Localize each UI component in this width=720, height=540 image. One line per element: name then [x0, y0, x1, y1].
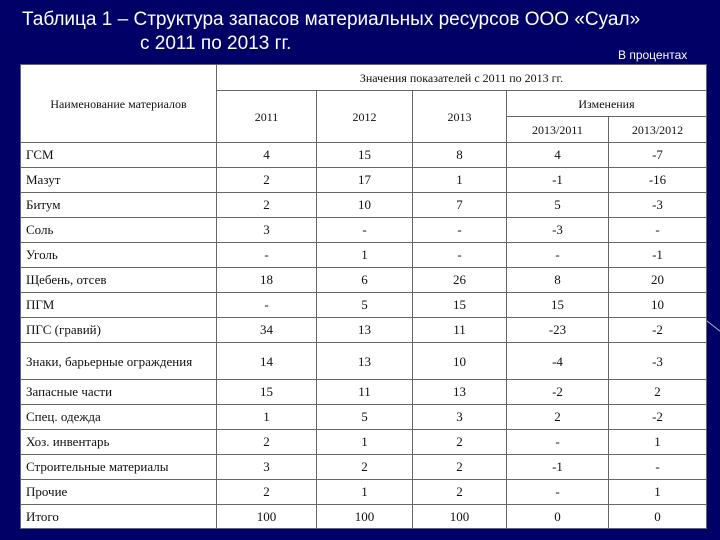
cell-2013: 3 [413, 405, 507, 430]
title-line-2: с 2011 по 2013 гг. [140, 33, 292, 54]
header-change-2013-2011: 2013/2011 [507, 117, 609, 143]
cell-2013: 2 [413, 455, 507, 480]
cell-2012: 5 [317, 293, 413, 318]
cell-change-2013-2011: 15 [507, 293, 609, 318]
table-row [21, 480, 707, 505]
cell-change-2013-2011: -2 [507, 380, 609, 405]
cell-2012: 10 [317, 193, 413, 218]
cell-change-2013-2011: -1 [507, 455, 609, 480]
cell-change-2013-2012: 2 [609, 380, 707, 405]
cell-2011: 2 [217, 193, 317, 218]
cell-2013: 2 [413, 480, 507, 505]
cell-2013: 13 [413, 380, 507, 405]
title-line-1: Таблица 1 – Структура запасов материальных ресурсов ООО «Суал» [22, 9, 641, 30]
cell-change-2013-2011: 5 [507, 193, 609, 218]
cell-2011: 3 [217, 218, 317, 243]
cell-change-2013-2012: -3 [609, 343, 707, 380]
row-name: Итого [21, 505, 217, 529]
cell-2012: 15 [317, 143, 413, 168]
table-row [21, 268, 707, 293]
cell-2012: 100 [317, 505, 413, 529]
row-name: Спец. одежда [21, 405, 217, 430]
cell-change-2013-2012: -2 [609, 318, 707, 343]
table-row [21, 193, 707, 218]
cell-2011: 14 [217, 343, 317, 380]
cell-2013: 26 [413, 268, 507, 293]
row-name: ГСМ [21, 143, 217, 168]
cell-2012: 1 [317, 480, 413, 505]
table-row [21, 293, 707, 318]
cell-change-2013-2012: -16 [609, 168, 707, 193]
cell-2012: 13 [317, 318, 413, 343]
cell-change-2013-2012: 20 [609, 268, 707, 293]
cell-change-2013-2012: 1 [609, 430, 707, 455]
cell-change-2013-2011: 2 [507, 405, 609, 430]
cell-2011: 18 [217, 268, 317, 293]
row-name: Прочие [21, 480, 217, 505]
cell-2011: - [217, 293, 317, 318]
row-name: ПГМ [21, 293, 217, 318]
row-name: Знаки, барьерные ограждения [21, 343, 217, 380]
row-name: Соль [21, 218, 217, 243]
cell-2011: 2 [217, 430, 317, 455]
cell-2012: 2 [317, 455, 413, 480]
header-year-2011: 2011 [217, 91, 317, 143]
cell-2011: 1 [217, 405, 317, 430]
cell-change-2013-2011: -23 [507, 318, 609, 343]
cell-2012: 1 [317, 430, 413, 455]
cell-2013: 8 [413, 143, 507, 168]
cell-change-2013-2011: -1 [507, 168, 609, 193]
cell-2013: 1 [413, 168, 507, 193]
cell-2012: 1 [317, 243, 413, 268]
cell-2013: 7 [413, 193, 507, 218]
cell-change-2013-2011: 4 [507, 143, 609, 168]
cell-2011: 2 [217, 480, 317, 505]
cell-2011: 100 [217, 505, 317, 529]
row-name: Битум [21, 193, 217, 218]
materials-table [20, 64, 707, 529]
cell-2011: 2 [217, 168, 317, 193]
header-change-2013-2012: 2013/2012 [609, 117, 707, 143]
table-row [21, 143, 707, 168]
cell-2012: 17 [317, 168, 413, 193]
header-changes-group: Изменения [507, 91, 707, 117]
row-name: Запасные части [21, 380, 217, 405]
cell-2011: 34 [217, 318, 317, 343]
cell-change-2013-2012: -7 [609, 143, 707, 168]
slide-title [22, 8, 712, 56]
cell-2012: 11 [317, 380, 413, 405]
cell-2012: 13 [317, 343, 413, 380]
cell-2012: 5 [317, 405, 413, 430]
table-row [21, 243, 707, 268]
cell-change-2013-2012: 1 [609, 480, 707, 505]
cell-2011: 15 [217, 380, 317, 405]
row-name: Уголь [21, 243, 217, 268]
cell-2013: 100 [413, 505, 507, 529]
cell-change-2013-2011: - [507, 430, 609, 455]
table-row-total [21, 505, 707, 529]
header-values-group: Значения показателей с 2011 по 2013 гг. [217, 65, 707, 91]
cell-change-2013-2012: 0 [609, 505, 707, 529]
cell-2012: 6 [317, 268, 413, 293]
cell-2013: 15 [413, 293, 507, 318]
row-name: ПГС (гравий) [21, 318, 217, 343]
cell-change-2013-2011: - [507, 480, 609, 505]
cell-2013: 2 [413, 430, 507, 455]
cell-change-2013-2012: - [609, 218, 707, 243]
header-year-2013: 2013 [413, 91, 507, 143]
cell-change-2013-2012: 10 [609, 293, 707, 318]
cell-2011: 3 [217, 455, 317, 480]
cell-change-2013-2012: -1 [609, 243, 707, 268]
header-year-2012: 2012 [317, 91, 413, 143]
cell-2011: 4 [217, 143, 317, 168]
table-row [21, 168, 707, 193]
row-name: Мазут [21, 168, 217, 193]
cell-change-2013-2011: 8 [507, 268, 609, 293]
header-name: Наименование материалов [21, 65, 217, 143]
table-row [21, 218, 707, 243]
table-row [21, 380, 707, 405]
cell-2012: - [317, 218, 413, 243]
row-name: Строительные материалы [21, 455, 217, 480]
row-name: Хоз. инвентарь [21, 430, 217, 455]
cell-change-2013-2011: -3 [507, 218, 609, 243]
cell-change-2013-2012: - [609, 455, 707, 480]
table-row [21, 430, 707, 455]
cell-2011: - [217, 243, 317, 268]
cell-2013: 11 [413, 318, 507, 343]
table-row [21, 343, 707, 380]
unit-label: В процентах [618, 48, 688, 62]
cell-change-2013-2012: -2 [609, 405, 707, 430]
row-name: Щебень, отсев [21, 268, 217, 293]
table-row [21, 455, 707, 480]
cell-2013: - [413, 218, 507, 243]
cell-change-2013-2011: 0 [507, 505, 609, 529]
cell-change-2013-2011: - [507, 243, 609, 268]
table-row [21, 318, 707, 343]
cell-change-2013-2012: -3 [609, 193, 707, 218]
cell-2013: - [413, 243, 507, 268]
cell-2013: 10 [413, 343, 507, 380]
table-row [21, 405, 707, 430]
cell-change-2013-2011: -4 [507, 343, 609, 380]
